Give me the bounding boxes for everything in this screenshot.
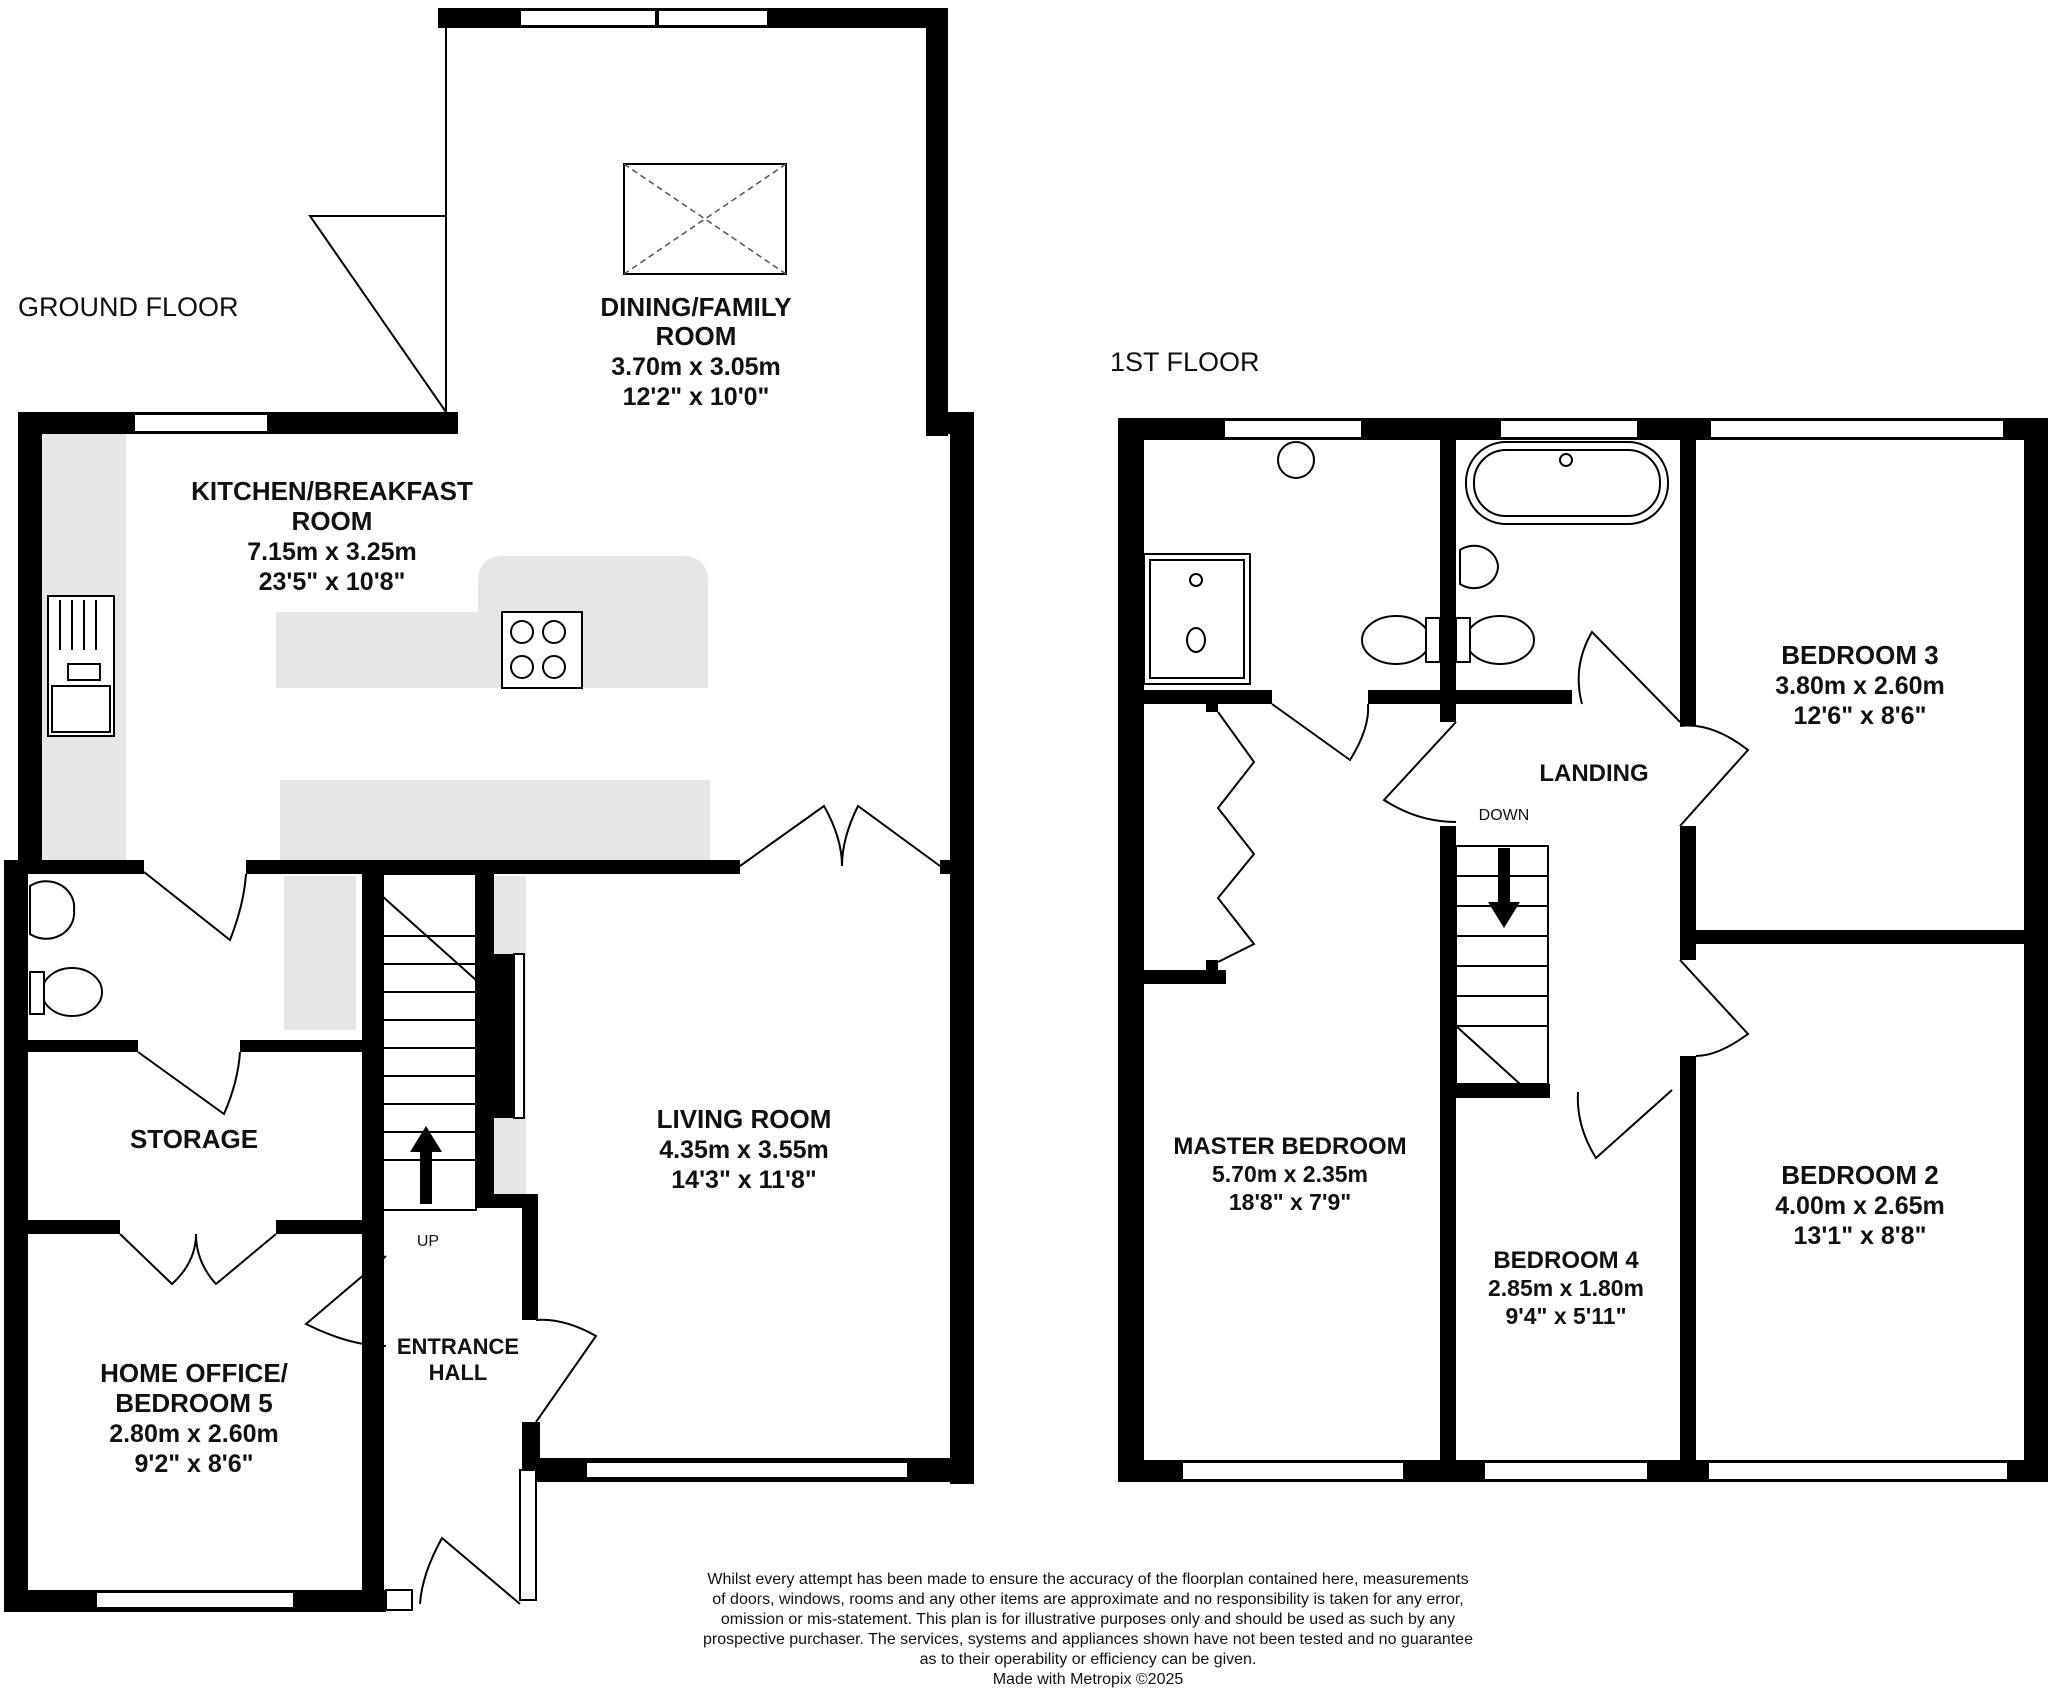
room-size-metric: 2.85m x 1.80m (1487, 1275, 1645, 1301)
room-name: ROOM (655, 321, 737, 351)
shower-drain (1190, 574, 1202, 586)
door-swing (138, 1052, 240, 1114)
disclaimer-line: omission or mis-statement. This plan is for illustrative purposes only and should be used as such by any (720, 1611, 1456, 1628)
room-name: BEDROOM 4 (1493, 1247, 1639, 1274)
up-arrow-head (410, 1126, 442, 1152)
disclaimer-line: of doors, windows, rooms and any other items are approximate and no responsibility is taken for any error, (712, 1591, 1464, 1608)
window (1500, 420, 1638, 438)
window (658, 10, 768, 26)
roof-light (624, 164, 786, 274)
room-name: LANDING (1539, 760, 1649, 787)
hob-ring (511, 656, 533, 678)
room-name: BEDROOM 2 (1781, 1160, 1939, 1190)
disclaimer (703, 1571, 1473, 1688)
wall (4, 860, 144, 874)
porch-outline (310, 216, 446, 412)
disclaimer-line: as to their operability or efficiency can be given. (919, 1651, 1257, 1668)
basin-icon (1460, 546, 1498, 588)
window (520, 1470, 536, 1600)
wall (940, 860, 952, 874)
door-swing (536, 1320, 596, 1422)
disclaimer-line: Whilst every attempt has been made to ensure the accuracy of the floorplan contained here, measurements (707, 1571, 1469, 1588)
first-floor-title: 1ST FLOOR (1110, 347, 1260, 377)
room-size-metric: 3.70m x 3.05m (611, 353, 781, 381)
credit-line: Made with Metropix ©2025 (992, 1671, 1184, 1688)
toilet-icon (1362, 616, 1430, 664)
room-size-metric: 5.70m x 2.35m (1211, 1161, 1369, 1187)
wall (950, 412, 974, 1484)
room-size-imperial: 9'2" x 8'6" (134, 1450, 254, 1478)
room-size-imperial: 23'5" x 10'8" (258, 568, 406, 596)
shower-head (1187, 628, 1205, 652)
stairs-up-label: UP (416, 1233, 440, 1250)
room-size-imperial: 14'3" x 11'8" (671, 1166, 817, 1194)
door-swing (1272, 704, 1368, 760)
toilet-icon (42, 968, 102, 1016)
disclaimer-line: prospective purchaser. The services, systems and appliances shown have not been tested and no guarantee (703, 1631, 1473, 1648)
chimney-breast (492, 954, 514, 1118)
storage-label: STORAGE (129, 1124, 259, 1154)
toilet-cistern (1426, 618, 1440, 662)
roof-light-cross (624, 164, 786, 274)
bedroom-4-label (1488, 1247, 1644, 1329)
window (1484, 1462, 1648, 1480)
door-swing (1384, 722, 1456, 822)
door-swing (1680, 960, 1748, 1056)
room-name: ROOM (291, 506, 373, 536)
down-arrow-head (1488, 902, 1520, 928)
wall (2024, 418, 2048, 1482)
basin-icon (1278, 442, 1314, 478)
wall (1440, 826, 1456, 1482)
ground-floor-title: GROUND FLOOR (18, 292, 239, 322)
stairs-up (382, 874, 476, 1210)
room-size-metric: 2.80m x 2.60m (109, 1420, 279, 1448)
wall (476, 874, 494, 1200)
room-name: LIVING ROOM (656, 1104, 832, 1134)
door-swing (420, 1538, 520, 1604)
wall (240, 1040, 364, 1052)
master-bedroom-label (1173, 1133, 1406, 1215)
landing-label (1479, 760, 1649, 824)
wall (4, 1040, 138, 1052)
basin-icon (30, 881, 74, 939)
window (1710, 420, 2004, 438)
entrance-hall-label (397, 1233, 519, 1385)
wall (1118, 418, 1144, 1482)
bedroom-3-label (1775, 640, 1945, 730)
window (1182, 1462, 1404, 1480)
double-door-swing (740, 806, 940, 866)
toilet-icon (1466, 616, 1534, 664)
room-size-metric: 3.80m x 2.60m (1775, 672, 1945, 700)
door-swing (144, 872, 246, 940)
room-name: DINING/FAMILY (600, 292, 792, 322)
room-size-imperial: 12'2" x 10'0" (622, 383, 770, 411)
door-swing (1680, 726, 1748, 827)
wall (1440, 440, 1456, 722)
wall (1680, 1056, 1696, 1482)
sink-bowl (52, 686, 110, 732)
room-name: BEDROOM 5 (115, 1388, 273, 1418)
up-arrow-icon (420, 1150, 432, 1204)
window (134, 414, 268, 432)
wall (1440, 690, 1572, 704)
room-name: ENTRANCE (396, 1334, 520, 1359)
window (386, 1590, 412, 1610)
roof-light-cross (624, 164, 786, 274)
door-swing (1579, 632, 1680, 722)
hob-ring (543, 621, 565, 643)
room-size-imperial: 13'1" x 8'8" (1793, 1222, 1927, 1250)
wall (246, 860, 740, 874)
room-name: BEDROOM 3 (1781, 640, 1939, 670)
dining-room-label (600, 292, 791, 411)
door-swing (1578, 1090, 1672, 1158)
home-office-label (100, 1358, 288, 1478)
wall (926, 8, 948, 436)
living-room-label (657, 1104, 832, 1194)
stair-break-line (382, 896, 476, 980)
sink-small-bowl (68, 664, 100, 680)
wall (4, 860, 28, 1612)
window (586, 1462, 908, 1478)
hob-ring (543, 656, 565, 678)
room-name: HALL (428, 1360, 488, 1385)
room-size-metric: 4.35m x 3.55m (659, 1136, 829, 1164)
window (96, 1592, 294, 1608)
down-arrow-icon (1498, 848, 1510, 904)
wall (1680, 440, 1696, 726)
kitchen-worktop-lower (280, 780, 710, 862)
wall (4, 1220, 120, 1234)
fireplace (514, 954, 524, 1118)
bedroom-2-label (1775, 1160, 1945, 1250)
wall (1206, 960, 1218, 984)
stairs-down-label: DOWN (1478, 807, 1530, 824)
room-name: MASTER BEDROOM (1173, 1133, 1407, 1160)
bath-tap (1560, 454, 1572, 466)
stair-break-line (1456, 1026, 1520, 1084)
toilet-cistern (30, 972, 44, 1014)
window (1224, 420, 1362, 438)
room-name: KITCHEN/BREAKFAST (191, 476, 473, 506)
wall (1440, 1084, 1550, 1098)
room-size-imperial: 18'8" x 7'9" (1228, 1189, 1352, 1215)
wall (362, 870, 384, 1612)
room-size-imperial: 9'4" x 5'11" (1505, 1303, 1627, 1329)
double-door-swing (120, 1234, 276, 1284)
hob-ring (511, 621, 533, 643)
toilet-cistern (1456, 618, 1470, 662)
wall (1206, 690, 1218, 712)
window (1708, 1462, 2008, 1480)
wall (522, 1194, 538, 1320)
hall-cupboard (284, 876, 356, 1030)
stairs-down (1456, 846, 1548, 1084)
wall (18, 412, 42, 860)
room-size-metric: 4.00m x 2.65m (1775, 1192, 1945, 1220)
wardrobe-doors (1218, 712, 1254, 962)
room-name: HOME OFFICE/ (100, 1358, 288, 1388)
window (520, 10, 656, 26)
room-size-imperial: 12'6" x 8'6" (1793, 702, 1927, 730)
wall (276, 1220, 376, 1234)
kitchen-label (191, 476, 473, 596)
room-size-metric: 7.15m x 3.25m (247, 538, 417, 566)
wall (1680, 930, 2024, 944)
